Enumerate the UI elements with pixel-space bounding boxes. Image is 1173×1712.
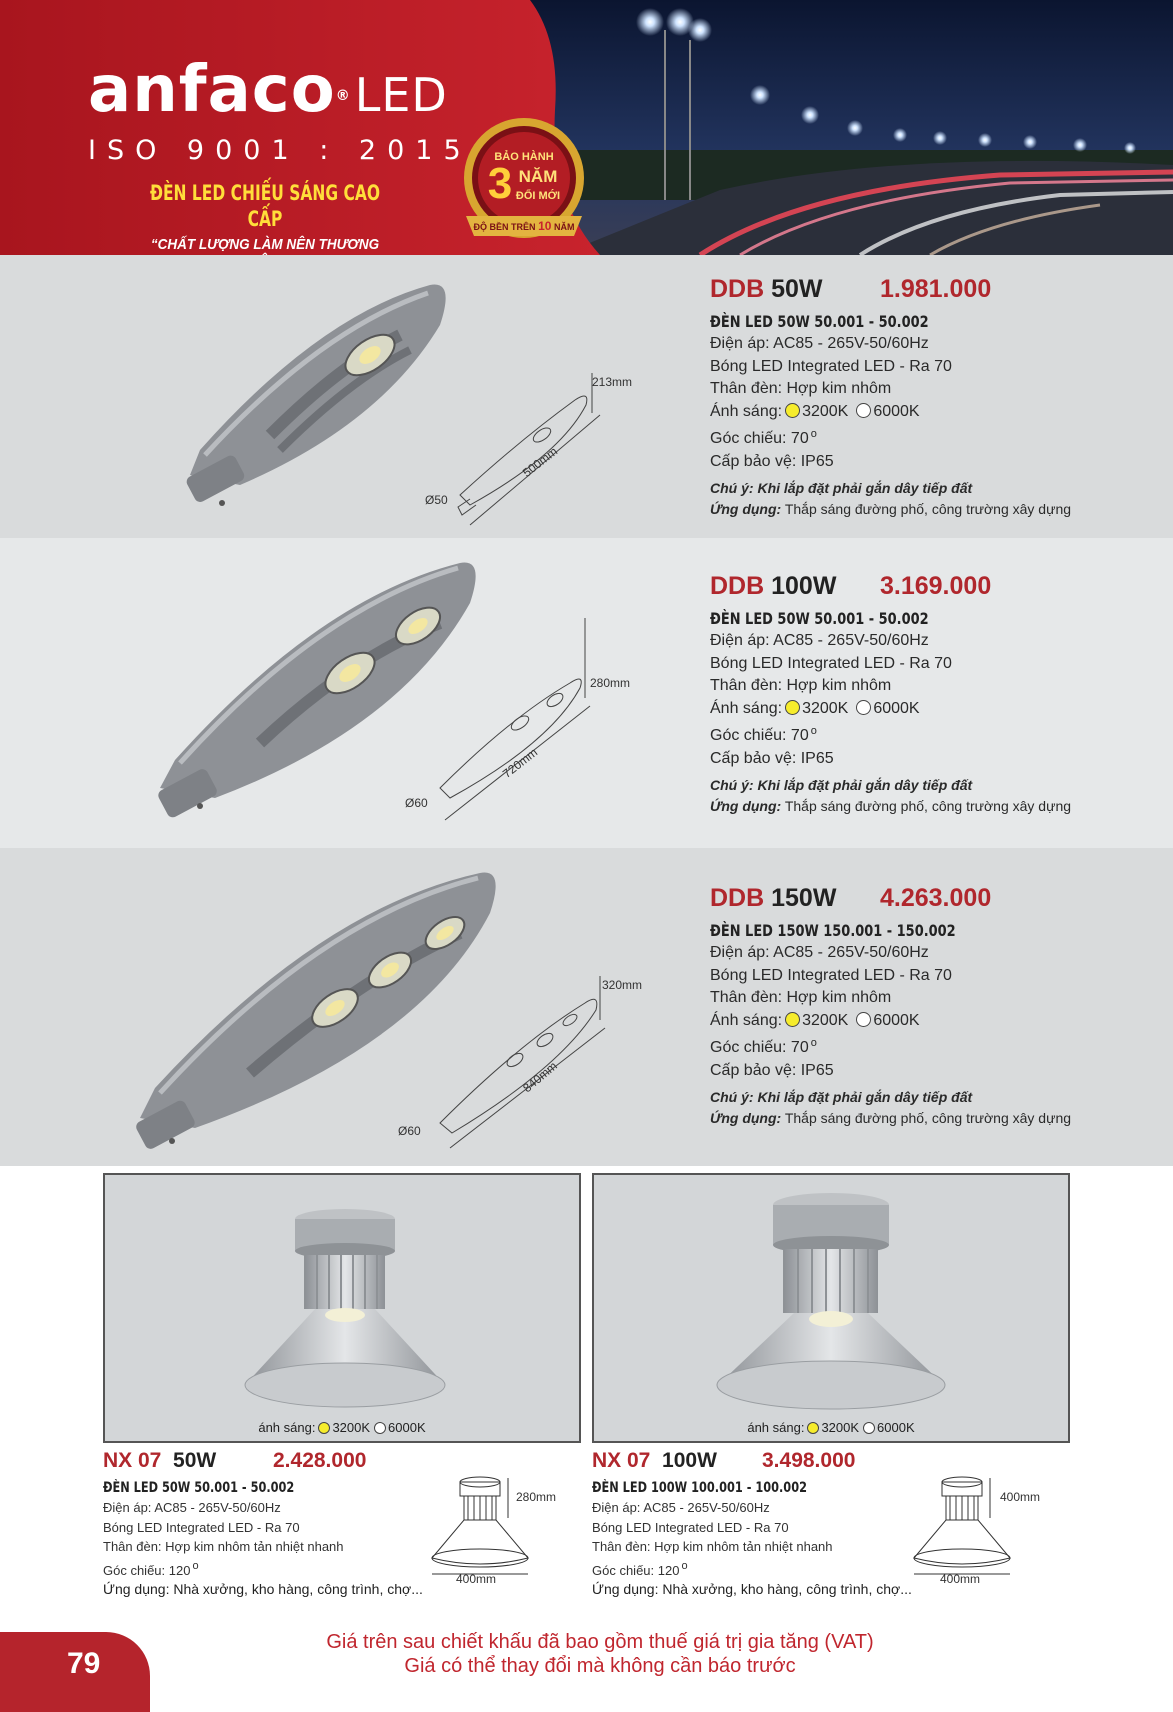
cold-light-swatch: [863, 1422, 875, 1434]
light-cold: 6000K: [873, 1011, 920, 1029]
product-code: DDB: [710, 884, 765, 912]
light-label: ánh sáng:: [258, 1420, 316, 1435]
spec-usage: Ứng dụng: Nhà xưởng, kho hàng, công trình, chợ...: [592, 1581, 912, 1598]
logo-led: LED: [354, 68, 448, 122]
light-options: [105, 1420, 579, 1435]
spec-body: Thân đèn: Hợp kim nhôm: [710, 989, 892, 1007]
disclaimer-line-1: Giá trên sau chiết khấu đã bao gồm thuế giá trị gia tăng (VAT): [326, 1631, 874, 1653]
product-price: 1.981.000: [880, 275, 992, 303]
light-label: Ánh sáng:: [710, 699, 783, 717]
light-warm: 3200K: [821, 1420, 860, 1435]
catalog-header: [0, 0, 1173, 255]
spec-protection: Cấp bảo vệ: IP65: [710, 749, 834, 767]
spec-usage: Ứng dụng: Nhà xưởng, kho hàng, công trình, chợ...: [103, 1581, 423, 1598]
product-title: [710, 572, 1071, 600]
dimension-sketch-100w: [440, 618, 590, 820]
note-label: Chú ý:: [710, 479, 754, 496]
spec-body: Thân đèn: Hợp kim nhôm tản nhiệt nhanh: [592, 1539, 833, 1555]
light-cold: 6000K: [877, 1420, 915, 1435]
product-subtitle: ĐÈN LED 50W 50.001 - 50.002: [103, 1480, 295, 1496]
page-number-tab: [0, 1632, 150, 1712]
dimension-diameter: Ø60: [405, 796, 428, 810]
svg-text:ĐỘ BỀN TRÊN 10 NĂM: [474, 219, 575, 233]
warm-light-swatch: [785, 700, 800, 715]
street-light-50w-image: [0, 255, 700, 538]
spec-body: Thân đèn: Hợp kim nhôm: [710, 380, 892, 398]
warm-light-swatch: [785, 403, 800, 418]
price-disclaimer: [250, 1630, 950, 1678]
product-subtitle: ĐÈN LED 50W 50.001 - 50.002: [710, 609, 929, 628]
product-ddb-50w: [0, 255, 1173, 538]
spec-protection: Cấp bảo vệ: IP65: [710, 452, 834, 470]
spec-angle: [710, 1032, 1071, 1060]
warm-light-swatch: [785, 1012, 800, 1027]
usage-text: Thắp sáng đường phố, công trường xây dựng: [784, 500, 1072, 517]
light-label: ánh sáng:: [747, 1420, 805, 1435]
note-text: Khi lắp đặt phải gắn dây tiếp đất: [757, 479, 973, 496]
product-code: DDB: [710, 275, 765, 303]
dimension-length: 840mm: [520, 1058, 560, 1096]
badge-number: 3: [487, 159, 513, 208]
product-spec: [710, 884, 1071, 1129]
dimension-diameter: Ø60: [398, 1124, 421, 1138]
product-title: [592, 1448, 912, 1474]
spec-bulb: Bóng LED Integrated LED - Ra 70: [710, 357, 952, 375]
brand-logo: [88, 53, 472, 166]
install-note: [710, 775, 1071, 796]
spec-bulb: Bóng LED Integrated LED - Ra 70: [592, 1519, 789, 1535]
note-label: Chú ý:: [710, 1088, 754, 1105]
registered-mark: ®: [335, 88, 351, 104]
note-label: Chú ý:: [710, 776, 754, 793]
usage-text: Thắp sáng đường phố, công trường xây dựng: [784, 797, 1072, 814]
usage-note: [710, 1108, 1071, 1129]
spec-light: [710, 1010, 1071, 1033]
note-text: Khi lắp đặt phải gắn dây tiếp đất: [757, 1088, 973, 1105]
dimension-sketch-150w: [440, 976, 605, 1148]
product-title: [103, 1448, 423, 1474]
spec-voltage: Điện áp: AC85 - 265V-50/60Hz: [710, 632, 929, 649]
degree-symbol: o: [810, 725, 817, 738]
product-price: 3.498.000: [762, 1449, 856, 1472]
street-light-100w-image: [0, 538, 700, 848]
logo-wordmark: anfaco: [88, 53, 336, 127]
highbay-light-100w-image: [594, 1175, 1068, 1415]
disclaimer-line-2: Giá có thể thay đổi mà không cần báo trước: [404, 1655, 796, 1677]
dimension-height: 213mm: [592, 375, 633, 389]
spec-voltage: Điện áp: AC85 - 265V-50/60Hz: [103, 1500, 281, 1515]
highbay-light-50w-image: [105, 1175, 579, 1415]
angle-value: Góc chiếu: 120: [103, 1562, 191, 1578]
spec-light: [710, 401, 1071, 424]
light-warm: 3200K: [332, 1420, 371, 1435]
product-code: DDB: [710, 572, 765, 600]
light-warm: 3200K: [802, 699, 849, 717]
product-subtitle: ĐÈN LED 150W 150.001 - 150.002: [710, 921, 956, 940]
angle-value: Góc chiếu: 70: [710, 727, 809, 745]
light-warm: 3200K: [802, 402, 849, 420]
product-code: NX 07: [103, 1449, 162, 1472]
highbay-50w-spec: [103, 1448, 423, 1600]
product-watt: 100W: [771, 572, 837, 600]
product-title: [710, 884, 1071, 912]
tagline-title: ĐÈN LED CHIẾU SÁNG CAO CẤP: [149, 181, 381, 231]
dimension-height: 320mm: [602, 978, 643, 992]
install-note: [710, 1087, 1071, 1108]
usage-text: Thắp sáng đường phố, công trường xây dựng: [784, 1109, 1072, 1126]
badge-line3: ĐỔI MỚI: [515, 190, 561, 202]
iso-certification: ISO 9001 : 2015: [88, 135, 472, 166]
dimension-width: 400mm: [456, 1572, 497, 1586]
badge-line2: NĂM: [518, 167, 558, 186]
degree-symbol: o: [681, 1559, 688, 1572]
spec-angle: [710, 423, 1071, 451]
note-text: Khi lắp đặt phải gắn dây tiếp đất: [757, 776, 973, 793]
dimension-height: 280mm: [590, 676, 631, 690]
product-spec: [710, 275, 1071, 520]
product-price: 2.428.000: [273, 1449, 367, 1472]
product-subtitle: ĐÈN LED 100W 100.001 - 100.002: [592, 1480, 807, 1496]
usage-label: Ứng dụng:: [710, 797, 782, 814]
spec-protection: Cấp bảo vệ: IP65: [710, 1061, 834, 1079]
light-options: [594, 1420, 1068, 1435]
badge-ribbon-suffix: NĂM: [553, 222, 575, 232]
spec-bulb: Bóng LED Integrated LED - Ra 70: [710, 966, 952, 984]
light-cold: 6000K: [873, 699, 920, 717]
degree-symbol: o: [192, 1559, 199, 1572]
angle-value: Góc chiếu: 70: [710, 430, 809, 448]
light-cold: 6000K: [873, 402, 920, 420]
warm-light-swatch: [318, 1422, 330, 1434]
dimension-width: 400mm: [940, 1572, 981, 1586]
dimension-length: 720mm: [499, 745, 541, 781]
product-price: 3.169.000: [880, 572, 992, 600]
product-ddb-100w: [0, 538, 1173, 848]
highbay-100w-dimension-sketch: [910, 1470, 1060, 1590]
warranty-badge: [454, 112, 594, 252]
spec-angle: [710, 720, 1071, 748]
product-price: 4.263.000: [880, 884, 992, 912]
product-watt: 50W: [771, 275, 823, 303]
street-light-150w-image: [0, 848, 700, 1166]
badge-ribbon-number: 10: [538, 219, 552, 233]
degree-symbol: o: [810, 428, 817, 441]
light-cold: 6000K: [388, 1420, 426, 1435]
degree-symbol: o: [810, 1037, 817, 1050]
dimension-height: 400mm: [1000, 1490, 1041, 1504]
dimension-length: 500mm: [519, 444, 561, 480]
light-warm: 3200K: [802, 1011, 849, 1029]
dimension-diameter: Ø50: [425, 493, 448, 507]
angle-value: Góc chiếu: 70: [710, 1039, 809, 1057]
tagline-slogan: “CHẤT LƯỢNG LÀM NÊN THƯƠNG: [150, 236, 380, 253]
dimension-height: 280mm: [516, 1490, 557, 1504]
product-spec: [710, 572, 1071, 817]
badge-ribbon-prefix: ĐỘ BỀN TRÊN: [473, 222, 536, 232]
warm-light-swatch: [807, 1422, 819, 1434]
highbay-50w-dimension-sketch: [428, 1470, 578, 1590]
highbay-50w-image-box: [103, 1173, 581, 1443]
spec-body: Thân đèn: Hợp kim nhôm: [710, 677, 892, 695]
spec-voltage: Điện áp: AC85 - 265V-50/60Hz: [710, 944, 929, 961]
highbay-100w-image-box: [592, 1173, 1070, 1443]
spec-bulb: Bóng LED Integrated LED - Ra 70: [710, 654, 952, 672]
page-number: 79: [67, 1647, 101, 1680]
product-watt: 100W: [662, 1449, 717, 1472]
install-note: [710, 478, 1071, 499]
dimension-sketch-50w: [458, 373, 600, 525]
cold-light-swatch: [374, 1422, 386, 1434]
cold-light-swatch: [856, 700, 871, 715]
spec-voltage: Điện áp: AC85 - 265V-50/60Hz: [710, 335, 929, 352]
light-label: Ánh sáng:: [710, 402, 783, 420]
product-subtitle: ĐÈN LED 50W 50.001 - 50.002: [710, 312, 929, 331]
usage-label: Ứng dụng:: [710, 1109, 782, 1126]
spec-voltage: Điện áp: AC85 - 265V-50/60Hz: [592, 1500, 770, 1515]
usage-label: Ứng dụng:: [710, 500, 782, 517]
spec-body: Thân đèn: Hợp kim nhôm tản nhiệt nhanh: [103, 1539, 344, 1555]
spec-bulb: Bóng LED Integrated LED - Ra 70: [103, 1519, 300, 1535]
cold-light-swatch: [856, 403, 871, 418]
usage-note: [710, 796, 1071, 817]
spec-angle: [592, 1557, 912, 1581]
product-code: NX 07: [592, 1449, 651, 1472]
badge-line1: BẢO HÀNH: [494, 151, 554, 163]
usage-note: [710, 499, 1071, 520]
product-ddb-150w: [0, 848, 1173, 1166]
angle-value: Góc chiếu: 120: [592, 1562, 680, 1578]
spec-angle: [103, 1557, 423, 1581]
spec-light: [710, 698, 1071, 721]
product-watt: 50W: [173, 1449, 217, 1472]
light-label: Ánh sáng:: [710, 1011, 783, 1029]
cold-light-swatch: [856, 1012, 871, 1027]
product-title: [710, 275, 1071, 303]
highbay-100w-spec: [592, 1448, 912, 1600]
product-watt: 150W: [771, 884, 837, 912]
